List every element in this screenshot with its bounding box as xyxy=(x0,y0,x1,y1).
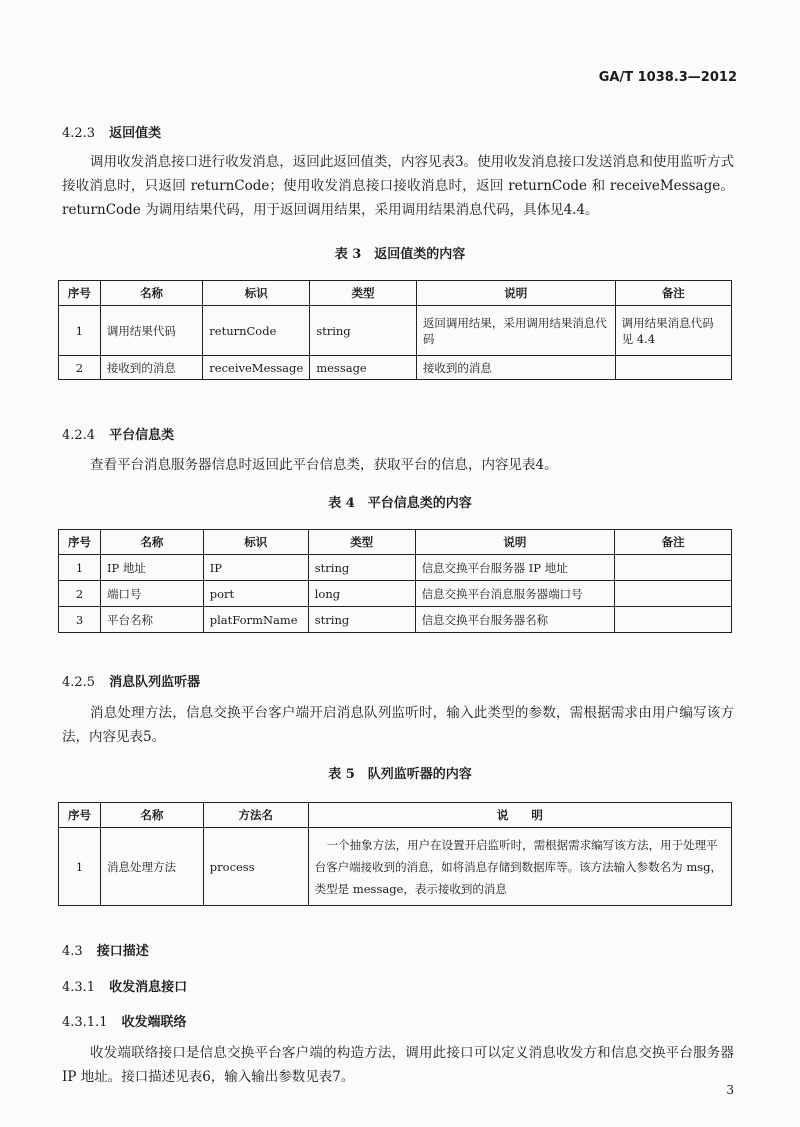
table-cell: 信息交换平台服务器 IP 地址 xyxy=(415,555,615,581)
table-row xyxy=(59,581,732,607)
table-cell: IP 地址 xyxy=(100,555,203,581)
standard-number: GA/T 1038.3—2012 xyxy=(598,70,737,85)
table-header-row xyxy=(59,530,732,555)
section-number: 4.3.1 xyxy=(62,980,96,995)
table-cell: 接收到的消息 xyxy=(416,356,615,380)
table-header-row xyxy=(59,281,732,306)
section-number: 4.2.4 xyxy=(62,428,96,443)
section-title: 返回值类 xyxy=(109,126,162,141)
paragraph-4-2-3: 调用收发消息接口进行收发消息，返回此返回值类，内容见表3。使用收发消息接口发送消息和使用监听方式接收消息时，只返回 returnCode；使用收发消息接口接收消息时，返回 returnCode 和 receiveMessage。returnCode 为调用结果代码，用于返回调用结果，采用调用结果消息代码，具体见4.4。 xyxy=(62,154,734,218)
table-cell: string xyxy=(308,555,415,581)
table-header-row xyxy=(59,803,732,828)
header-cell: 序号 xyxy=(59,803,101,828)
table-3-caption: 表 3 返回值类的内容 xyxy=(334,247,466,262)
header-cell: 类型 xyxy=(310,281,417,306)
header-cell: 标识 xyxy=(203,281,310,306)
table-3 xyxy=(58,280,732,380)
table-cell: 1 xyxy=(59,555,101,581)
table-4 xyxy=(58,529,732,633)
header-cell: 说明 xyxy=(415,530,615,555)
paragraph-4-2-5: 消息处理方法，信息交换平台客户端开启消息队列监听时，输入此类型的参数，需根据需求由用户编写该方法，内容见表5。 xyxy=(62,705,734,745)
paragraph-4-3-1-1: 收发端联络接口是信息交换平台客户端的构造方法，调用此接口可以定义消息收发方和信息交换平台服务器 IP 地址。接口描述见表6，输入输出参数见表7。 xyxy=(62,1045,734,1085)
table-cell: 1 xyxy=(59,828,101,906)
header-cell: 说明 xyxy=(416,281,615,306)
table-cell: 返回调用结果，采用调用结果消息代码 xyxy=(416,306,615,356)
section-title: 接口描述 xyxy=(96,944,149,959)
table-cell: message xyxy=(310,356,417,380)
table-cell: 调用结果消息代码见 4.4 xyxy=(615,306,731,356)
table-cell: 1 xyxy=(59,306,101,356)
table-row xyxy=(59,356,732,380)
table-cell: receiveMessage xyxy=(203,356,310,380)
table-cell xyxy=(615,555,732,581)
table-cell: returnCode xyxy=(203,306,310,356)
table-4-caption: 表 4 平台信息类的内容 xyxy=(328,496,472,511)
table-cell: 调用结果代码 xyxy=(100,306,202,356)
section-title: 收发消息接口 xyxy=(109,980,188,995)
section-number: 4.2.5 xyxy=(62,675,96,690)
table-cell: IP xyxy=(203,555,308,581)
section-number: 4.2.3 xyxy=(62,126,96,141)
section-number: 4.3.1.1 xyxy=(62,1015,108,1030)
table-cell: process xyxy=(203,828,308,906)
page-number: 3 xyxy=(726,1083,734,1097)
header-cell: 类型 xyxy=(308,530,415,555)
section-heading-4-2-4 xyxy=(62,424,174,443)
header-cell: 标识 xyxy=(203,530,308,555)
table-cell: 2 xyxy=(59,356,101,380)
table-cell: string xyxy=(310,306,417,356)
table-cell xyxy=(615,581,732,607)
section-number: 4.3 xyxy=(62,944,83,959)
header-cell: 备注 xyxy=(615,281,731,306)
section-heading-4-2-5 xyxy=(62,671,200,690)
table-row xyxy=(59,555,732,581)
table-cell: 接收到的消息 xyxy=(100,356,202,380)
header-cell: 方法名 xyxy=(203,803,308,828)
table-row xyxy=(59,607,732,633)
header-cell: 序号 xyxy=(59,530,101,555)
table-5-caption: 表 5 队列监听器的内容 xyxy=(328,767,472,782)
table-cell: long xyxy=(308,581,415,607)
section-title: 消息队列监听器 xyxy=(109,675,201,690)
paragraph-4-2-4: 查看平台消息服务器信息时返回此平台信息类，获取平台的信息，内容见表4。 xyxy=(90,457,558,473)
table-cell xyxy=(615,356,731,380)
header-cell: 名称 xyxy=(100,530,203,555)
section-heading-4-2-3 xyxy=(62,122,161,141)
table-cell xyxy=(615,607,732,633)
table-cell: port xyxy=(203,581,308,607)
section-heading-4-3 xyxy=(62,940,149,959)
header-cell: 备注 xyxy=(615,530,732,555)
table-cell: 端口号 xyxy=(100,581,203,607)
header-cell: 名称 xyxy=(100,803,203,828)
table-row xyxy=(59,306,732,356)
section-heading-4-3-1-1 xyxy=(62,1011,187,1030)
table-cell: 信息交换平台消息服务器端口号 xyxy=(415,581,615,607)
table-cell: 一个抽象方法，用户在设置开启监听时，需根据需求编写该方法，用于处理平台客户端接收到的消息，如将消息存储到数据库等。该方法输入参数名为 msg，类型是 message，表示接收到的消息 xyxy=(308,828,731,906)
table-cell: 消息处理方法 xyxy=(100,828,203,906)
header-cell: 名称 xyxy=(100,281,202,306)
table-cell: 2 xyxy=(59,581,101,607)
table-cell: 3 xyxy=(59,607,101,633)
table-cell: platFormName xyxy=(203,607,308,633)
table-5 xyxy=(58,802,732,906)
header-cell: 说 明 xyxy=(308,803,731,828)
section-title: 平台信息类 xyxy=(109,428,175,443)
header-cell: 序号 xyxy=(59,281,101,306)
table-row xyxy=(59,828,732,906)
table-cell: string xyxy=(308,607,415,633)
section-title: 收发端联络 xyxy=(121,1015,187,1030)
section-heading-4-3-1 xyxy=(62,976,187,995)
table-cell: 信息交换平台服务器名称 xyxy=(415,607,615,633)
table-cell: 平台名称 xyxy=(100,607,203,633)
